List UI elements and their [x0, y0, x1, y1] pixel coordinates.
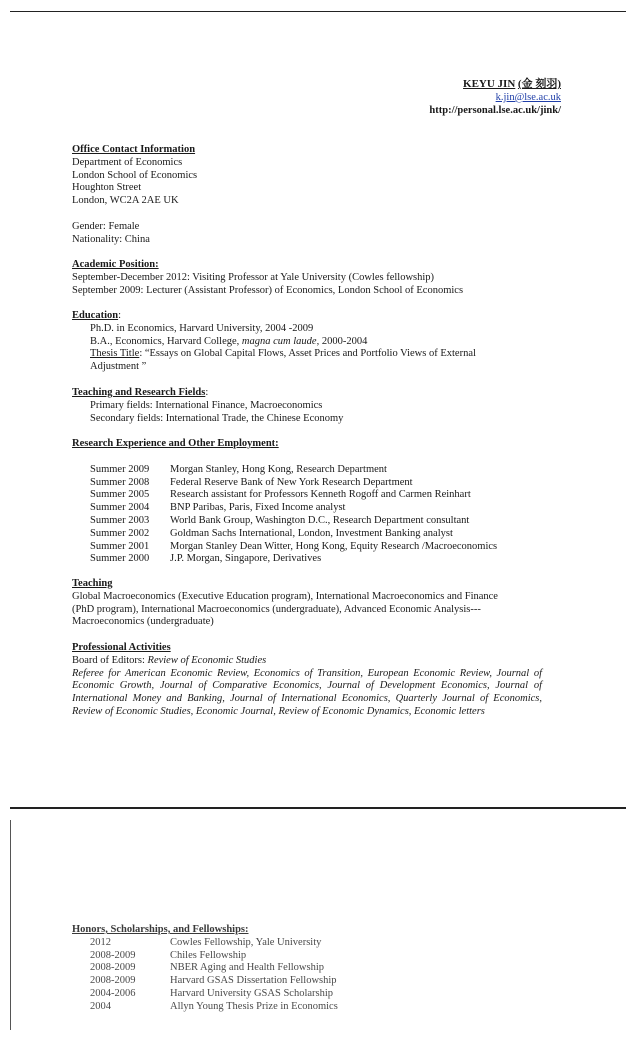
- page-break-rule: [10, 807, 626, 809]
- experience-row: [90, 502, 544, 515]
- experience-desc: BNP Paribas, Paris, Fixed Income analyst: [170, 502, 346, 514]
- experience-section: [72, 438, 544, 566]
- honor-row: [90, 1001, 544, 1014]
- experience-heading: Research Experience and Other Employment:: [72, 438, 279, 449]
- cv-header: [429, 78, 561, 117]
- honor-year: 2008-2009: [90, 975, 136, 987]
- experience-year: Summer 2008: [90, 476, 150, 488]
- honor-desc: NBER Aging and Health Fellowship: [170, 962, 324, 974]
- experience-desc: Goldman Sachs International, London, Investment Banking analyst: [170, 527, 453, 539]
- experience-year: Summer 2001: [90, 540, 150, 552]
- secondary-fields: Secondary fields: International Trade, the Chinese Economy: [90, 412, 344, 424]
- experience-desc: Morgan Stanley, Hong Kong, Research Department: [170, 463, 387, 475]
- nationality: Nationality: China: [72, 233, 150, 245]
- experience-year: Summer 2000: [90, 553, 150, 565]
- experience-list: [72, 464, 544, 566]
- experience-year: Summer 2003: [90, 514, 150, 526]
- professional-section: [72, 642, 544, 719]
- honor-row: [90, 962, 544, 975]
- experience-year: Summer 2004: [90, 502, 150, 514]
- honors-section: [72, 924, 544, 1014]
- teaching-heading: Teaching: [72, 578, 113, 589]
- experience-row: [90, 515, 544, 528]
- honor-row: [90, 950, 544, 963]
- education-section: Education: Ph.D. in Economics, Harvard University, 2004 -2009 B.A., Economics, Harvard College, magna cum laude, 2000-2004 Thesis Title: “Essays on Global Capital Flows, Asset Prices and Portfolio Views of External Adjustment ”: [72, 310, 544, 374]
- academic-line: September-December 2012: Visiting Professor at Yale University (Cowles fellowship): [72, 271, 435, 283]
- gender: Gender: Female: [72, 221, 140, 232]
- honor-year: 2004-2006: [90, 987, 136, 999]
- honor-row: [90, 988, 544, 1001]
- fields-heading: Teaching and Research Fields: [72, 387, 206, 398]
- academic-line: September 2009: Lecturer (Assistant Professor) of Economics, London School of Economics: [72, 284, 464, 296]
- experience-row: [90, 464, 544, 477]
- honor-desc: Chiles Fellowship: [170, 949, 247, 961]
- experience-row: [90, 553, 544, 566]
- honor-row: [90, 975, 544, 988]
- experience-row: [90, 541, 544, 554]
- education-thesis: Thesis Title: “Essays on Global Capital Flows, Asset Prices and Portfolio Views of External: [90, 348, 476, 360]
- experience-row: [90, 489, 544, 502]
- education-ba: B.A., Economics, Harvard College, magna cum laude, 2000-2004: [90, 335, 368, 347]
- experience-row: [90, 528, 544, 541]
- teaching-line: (PhD program), International Macroeconomics (undergraduate), Advanced Economic Analysis---: [72, 603, 481, 615]
- education-heading: Education: [72, 310, 119, 321]
- experience-row: [90, 477, 544, 490]
- experience-year: Summer 2009: [90, 463, 150, 475]
- personal-section: [72, 221, 544, 247]
- honor-desc: Harvard University GSAS Scholarship: [170, 987, 334, 999]
- experience-year: Summer 2005: [90, 489, 150, 501]
- education-phd: Ph.D. in Economics, Harvard University, 2004 -2009: [90, 322, 314, 334]
- honor-row: [90, 937, 544, 950]
- honor-desc: Harvard GSAS Dissertation Fellowship: [170, 975, 337, 987]
- experience-desc: J.P. Morgan, Singapore, Derivatives: [170, 553, 322, 565]
- contact-line: London School of Economics: [72, 169, 198, 181]
- academic-section: [72, 259, 544, 297]
- fields-section: Teaching and Research Fields: Primary fields: International Finance, Macroeconomics Secondary fields: International Trade, the Chinese Economy: [72, 387, 544, 425]
- contact-line: Houghton Street: [72, 182, 142, 194]
- top-rule: [10, 11, 626, 12]
- honor-desc: Cowles Fellowship, Yale University: [170, 936, 322, 948]
- experience-desc: Morgan Stanley Dean Witter, Hong Kong, Equity Research /Macroeconomics: [170, 540, 498, 552]
- experience-desc: Federal Reserve Bank of New York Research Department: [170, 476, 413, 488]
- contact-heading: Office Contact Information: [72, 144, 196, 155]
- honors-heading: Honors, Scholarships, and Fellowships:: [72, 924, 249, 935]
- experience-desc: World Bank Group, Washington D.C., Research Department consultant: [170, 514, 470, 526]
- professional-heading: Professional Activities: [72, 642, 171, 653]
- name-line: [429, 78, 561, 92]
- email-link[interactable]: k.jin@lse.ac.uk: [495, 91, 561, 103]
- author-name: KEYU JIN: [463, 78, 516, 90]
- contact-section: [72, 144, 544, 208]
- academic-heading: Academic Position:: [72, 259, 159, 270]
- honor-year: 2008-2009: [90, 949, 136, 961]
- referee-list: Referee for American Economic Review, Economics of Transition, European Economic Review, Journal of Economic Growth, Journal of Comparative Economics, Journal of Development Economics, Journal of International Money and Banking, Journal of International Economics, Quarterly Journal of Economics, Review of Economic Studies, Economic Journal, Review of Economic Dynamics, Economic letters: [72, 667, 542, 717]
- experience-year: Summer 2002: [90, 527, 150, 539]
- honor-year: 2012: [90, 936, 111, 948]
- teaching-line: Macroeconomics (undergraduate): [72, 616, 214, 628]
- website-link[interactable]: http://personal.lse.ac.uk/jink/: [429, 104, 561, 116]
- editorial-board: Board of Editors: Review of Economic Studies: [72, 654, 267, 666]
- honor-year: 2004: [90, 1000, 111, 1012]
- contact-line: London, WC2A 2AE UK: [72, 195, 179, 207]
- honors-list: [72, 937, 544, 1014]
- experience-desc: Research assistant for Professors Kenneth Rogoff and Carmen Reinhart: [170, 489, 471, 501]
- education-thesis-cont: Adjustment ”: [90, 361, 147, 373]
- scan-edge-line: [10, 820, 11, 1030]
- honor-desc: Allyn Young Thesis Prize in Economics: [170, 1000, 338, 1012]
- honor-year: 2008-2009: [90, 962, 136, 974]
- teaching-line: Global Macroeconomics (Executive Education program), International Macroeconomics and Finance: [72, 590, 498, 602]
- contact-line: Department of Economics: [72, 156, 183, 168]
- primary-fields: Primary fields: International Finance, Macroeconomics: [90, 399, 323, 411]
- author-name-chinese: (金 刻羽): [517, 78, 561, 90]
- teaching-section: [72, 578, 544, 629]
